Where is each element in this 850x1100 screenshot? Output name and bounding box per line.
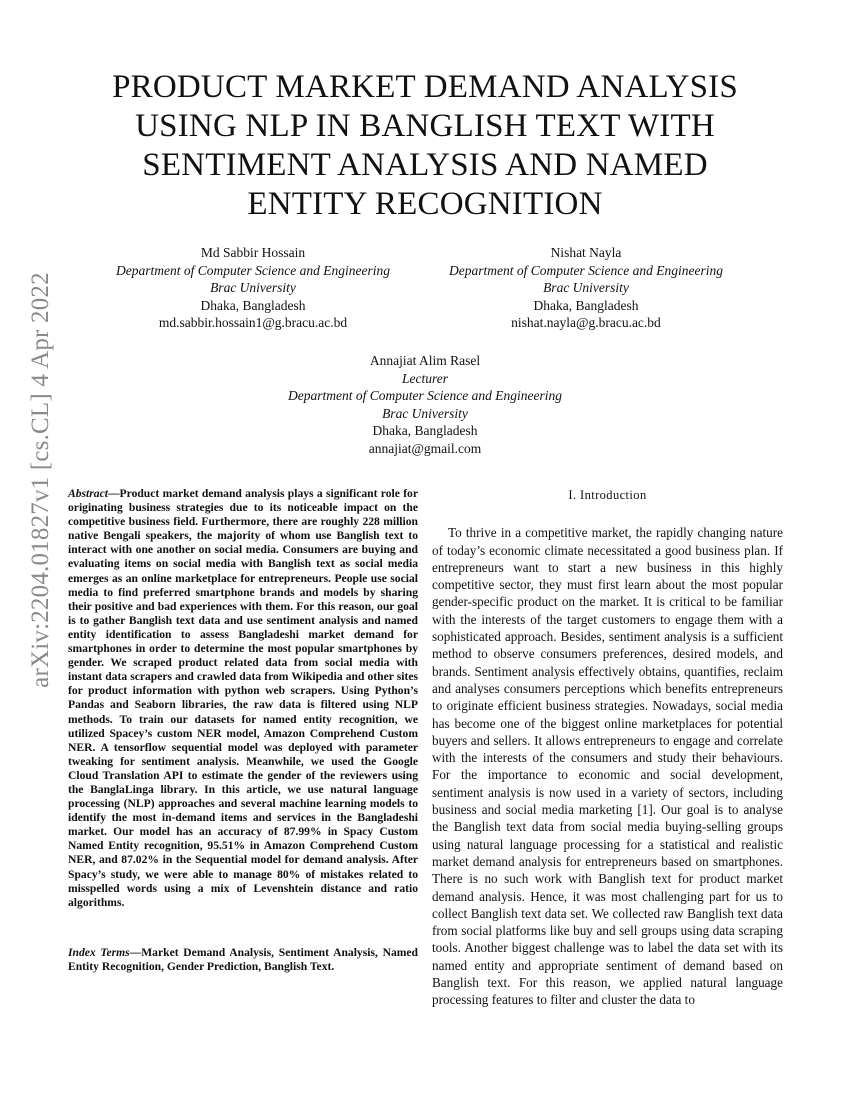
left-column <box>68 487 418 974</box>
abstract-text: Product market demand analysis plays a significant role for originating business strategies due to its noticeable impact on the competitive business field. Furthermore, there are roughly 228 million native Bengali speakers, the majority of whom use Banglish text to interact with one another on social media. Consumers are buying and evaluating items on social media with Banglish text as social media emerges as an online marketplace for entrepreneurs. People use social media to find preferred smartphone brands and models by sharing their positive and bad experiences with them. For this reason, our goal is to gather Banglish text data and use sentiment analysis and named entity identification to assess Bangladeshi market demand for smartphones in order to determine the most popular smartphones by gender. We scraped product related data from social media with instant data scrapers and crawled data from Wikipedia and other sites for product information with python web scrapers. Using Python’s Pandas and Seaborn libraries, the raw data is filtered using NLP methods. To train our datasets for named entity recognition, we utilized Spacey’s custom NER model, Amazon Comprehend Custom NER. A tensorflow sequential model was deployed with parameter tweaking for sentiment analysis. Meanwhile, we used the Google Cloud Translation API to estimate the gender of the reviewers using the BanglaLinga library. In this article, we use natural language processing (NLP) approaches and several machine learning models to identify the most in-demand items and services in the Bangladeshi market. Our model has an accuracy of 87.99% in Spacy Custom Named Entity recognition, 95.51% in Amazon Comprehend Custom NER, and 87.02% in the Sequential model for demand analysis. After Spacy’s study, we were able to manage 80% of mistakes related to misspelled words using a mix of Levenshtein distance and ratio algorithms. <box>68 487 418 909</box>
author-block-2 <box>430 244 742 332</box>
author-name: Annajiat Alim Rasel <box>369 353 481 368</box>
author-department: Department of Computer Science and Engineering <box>287 388 563 403</box>
index-terms-text: Market Demand Analysis, Sentiment Analysis, Named Entity Recognition, Gender Prediction, Banglish Text. <box>68 945 418 973</box>
author-university: Brac University <box>210 280 296 295</box>
index-terms-separator: — <box>129 945 142 959</box>
author-email: nishat.nayla@g.bracu.ac.bd <box>511 315 661 330</box>
abstract-separator: — <box>107 487 120 500</box>
right-column <box>432 487 783 1009</box>
arxiv-identifier: arXiv:2204.01827v1 [cs.CL] 4 Apr 2022 <box>27 272 54 688</box>
abstract-label: Abstract <box>68 487 108 500</box>
author-email: md.sabbir.hossain1@g.bracu.ac.bd <box>158 315 348 330</box>
index-terms <box>68 946 418 974</box>
author-role: Lecturer <box>402 370 448 386</box>
author-location: Dhaka, Bangladesh <box>533 297 639 313</box>
author-block-3 <box>255 352 595 457</box>
author-email: annajiat@gmail.com <box>368 440 482 456</box>
author-university: Brac University <box>543 280 629 295</box>
introduction-paragraph: To thrive in a competitive market, the rapidly changing nature of today’s economic climate necessitated a good business plan. If entrepreneurs want to start a new business in this highly competitive sector, they must first learn about the most popular gender-specific product on the market. It is critical to be familiar with the interests of the target customers to engage them with a sophisticated approach. Besides, sentiment analysis is a sufficient method to observe consumers preferences, desired models, and brands. Sentiment analysis effectively obtains, quantifies, reclaim and analyses consumers perceptions which benefits entrepreneurs to originate efficient business strategies. Nowadays, social media has become one of the biggest online marketplaces for potential buyers and sellers. It allows entrepreneurs to engage and correlate with the interests of the consumers and study their behaviours. For the importance to economic and social development, sentiment analysis is now used in a variety of sectors, including business and social media marketing [1]. Our goal is to analyse the Banglish text data from social media buying-selling groups using natural language processing for a statistical and realistic market demand analysis for entrepreneurs based on smartphones. There is no such work with Banglish text for product market demand analysis. Hence, it was most challenging part for us to collect Banglish text data set. We collected raw Banglish text data from social platforms like buy and sell groups using data scraping tools. Another biggest challenge was to label the data set with its named entity and appropriate sentiment of demand based on Banglish text. For this reason, we applied natural language processing features to filter and cluster the data to <box>432 525 783 1008</box>
author-location: Dhaka, Bangladesh <box>200 297 306 313</box>
author-name: Md Sabbir Hossain <box>200 245 306 260</box>
index-terms-label: Index Terms <box>68 945 130 959</box>
arxiv-sidebar <box>18 272 64 688</box>
section-heading: I. Introduction <box>568 488 647 502</box>
abstract <box>68 487 418 910</box>
author-university: Brac University <box>382 405 468 421</box>
paper-title: PRODUCT MARKET DEMAND ANALYSIS USING NLP IN BANGLISH TEXT WITH SENTIMENT ANALYSIS AND NAMED ENTITY RECOGNITION <box>112 69 738 222</box>
author-department: Department of Computer Science and Engineering <box>115 262 391 278</box>
author-location: Dhaka, Bangladesh <box>372 423 478 438</box>
author-name: Nishat Nayla <box>550 245 622 260</box>
author-block-1 <box>97 244 409 332</box>
author-department: Department of Computer Science and Engineering <box>448 262 724 278</box>
